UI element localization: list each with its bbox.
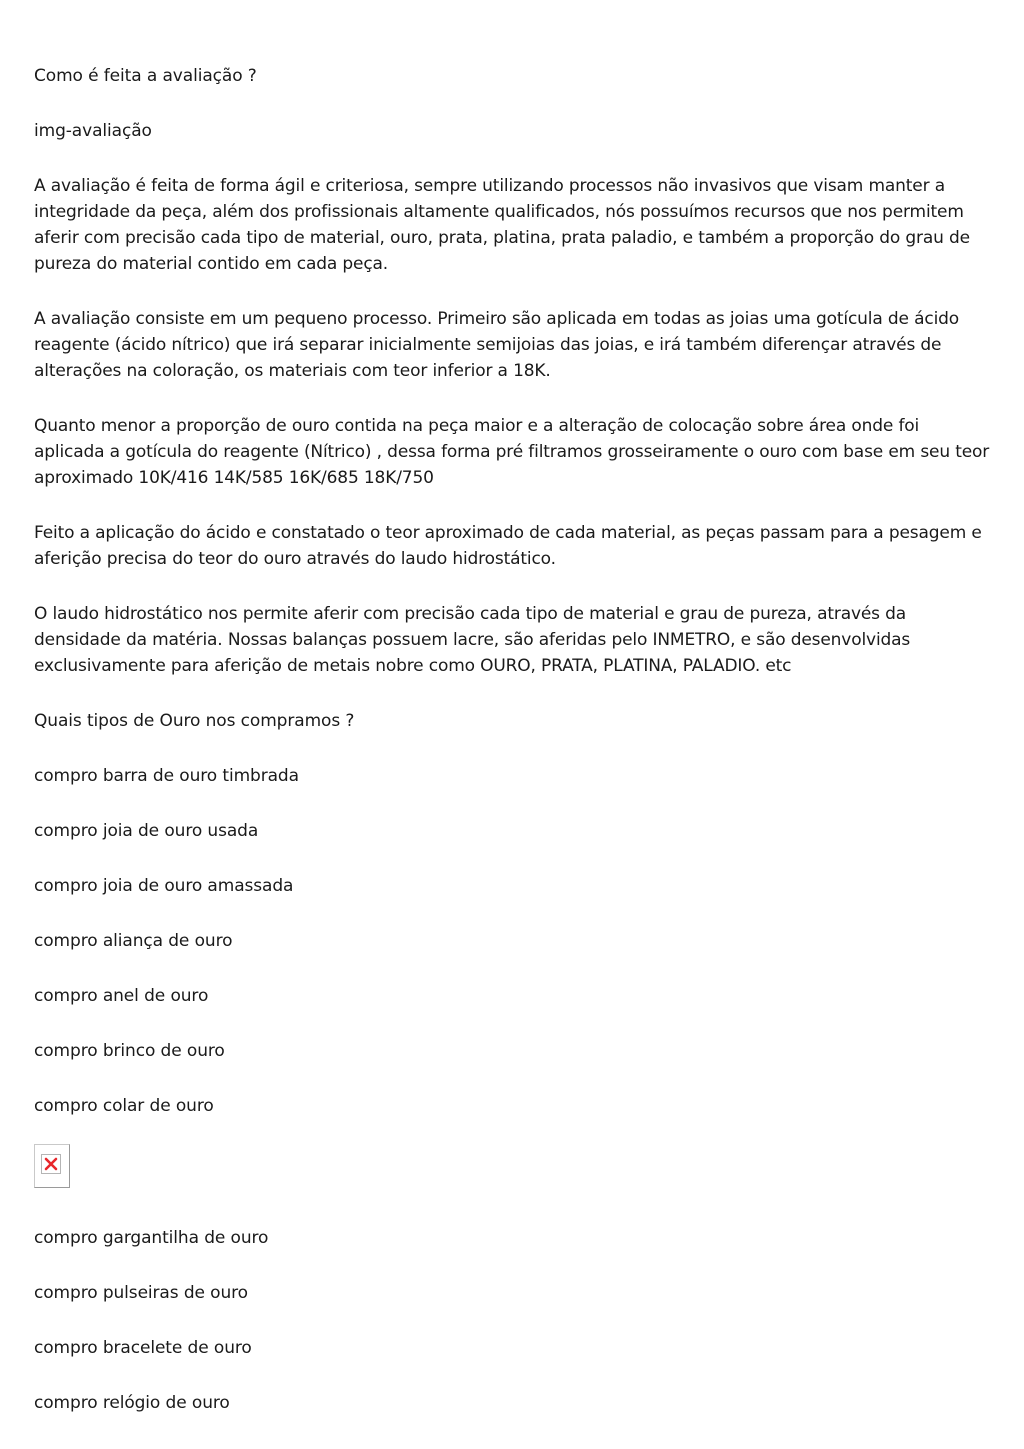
paragraph-proporcao: Quanto menor a proporção de ouro contida na peça maior e a alteração de colocação sobre área onde foi aplicada a gotícula do reagente (Nítrico) , dessa forma pré filtramos grosseiramente o ouro com base em seu teor aproximado 10K/416 14K/585 16K/685 18K/750: [34, 416, 990, 488]
paragraph-processo: A avaliação consiste em um pequeno processo. Primeiro são aplicada em todas as joias uma gotícula de ácido reagente (ácido nítrico) que irá separar inicialmente semijoias das joias, e irá também diferençar através de alterações na coloração, os materiais com teor inferior a 18K.: [34, 309, 960, 381]
document-body: [34, 63, 994, 1445]
paragraph-pesagem: Feito a aplicação do ácido e constatado o teor aproximado de cada material, as peças passam para a pesagem e aferição precisa do teor do ouro através do laudo hidrostático.: [34, 523, 982, 569]
list-item: compro anel de ouro: [34, 986, 209, 1006]
list-item: compro aliança de ouro: [34, 931, 233, 951]
heading-avaliacao: Como é feita a avaliação ?: [34, 66, 257, 86]
heading-tipos: Quais tipos de Ouro nos compramos ?: [34, 711, 355, 731]
close-x-icon: [44, 1157, 58, 1171]
list-item: compro bracelete de ouro: [34, 1338, 252, 1358]
broken-image-icon: [34, 1144, 70, 1188]
list-item: compro relógio de ouro: [34, 1393, 230, 1413]
list-item: compro joia de ouro amassada: [34, 876, 294, 896]
list-item: compro pulseiras de ouro: [34, 1283, 248, 1303]
paragraph-avaliacao-intro: A avaliação é feita de forma ágil e criteriosa, sempre utilizando processos não invasivos que visam manter a integridade da peça, além dos profissionais altamente qualificados, nós possuímos recursos que nos permitem aferir com precisão cada tipo de material, ouro, prata, platina, prata paladio, e também a proporção do grau de pureza do material contido em cada peça.: [34, 176, 970, 274]
image-alt-text: img-avaliação: [34, 121, 152, 141]
image-placeholder-frame: [41, 1154, 61, 1174]
list-item: compro gargantilha de ouro: [34, 1228, 269, 1248]
list-item: compro brinco de ouro: [34, 1041, 225, 1061]
list-item: compro barra de ouro timbrada: [34, 766, 299, 786]
list-item: compro colar de ouro: [34, 1096, 214, 1116]
paragraph-laudo: O laudo hidrostático nos permite aferir com precisão cada tipo de material e grau de pureza, através da densidade da matéria. Nossas balanças possuem lacre, são aferidas pelo INMETRO, e são desenvolvidas exclusivamente para aferição de metais nobre como OURO, PRATA, PLATINA, PALADIO. etc: [34, 604, 911, 676]
list-item: compro joia de ouro usada: [34, 821, 259, 841]
